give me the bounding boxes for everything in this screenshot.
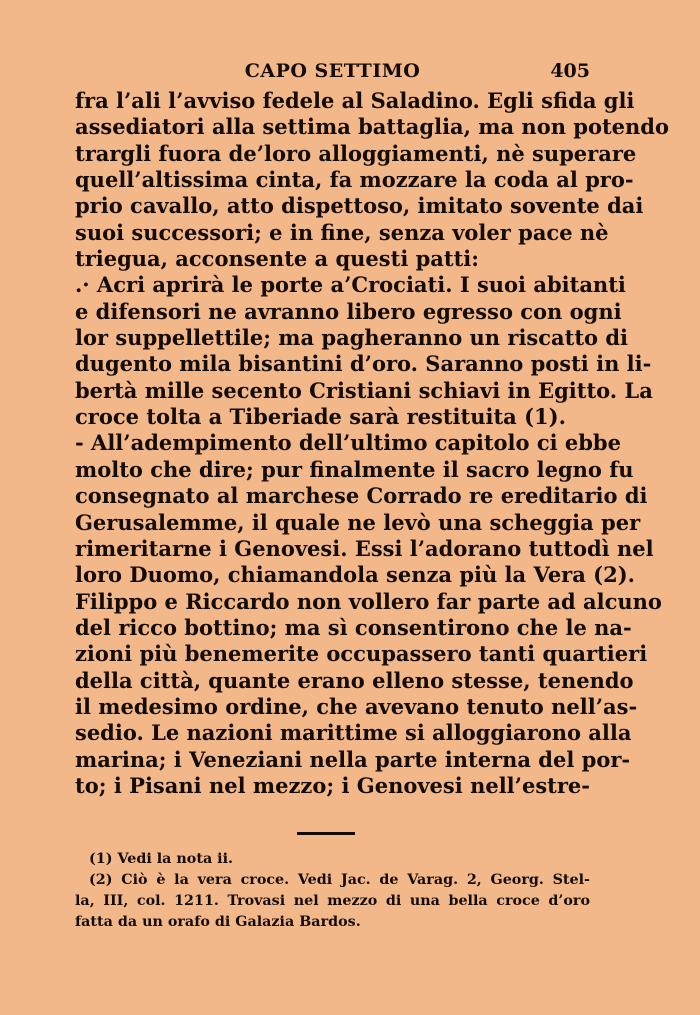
text-line: bertà mille secento Cristiani schiavi in Egitto. La [75, 377, 653, 403]
footnote-line: la, III, col. 1211. Trovasi nel mezzo di una bella croce d’oro [75, 893, 590, 909]
text-line: triegua, acconsente a questi patti: [75, 246, 480, 272]
text-line: il medesimo ordine, che avevano tenuto nell’as- [75, 693, 638, 719]
text-line: rimeritarne i Genovesi. Essi l’adorano tuttodì nel [75, 535, 654, 561]
text-line: Filippo e Riccardo non vollero far parte ad alcuno [75, 588, 662, 614]
text-line: croce tolta a Tiberiade sarà restituita (1). [75, 404, 566, 430]
text-line: suoi successori; e in fine, senza voler pace nè [75, 219, 609, 245]
footnotes [75, 849, 590, 933]
footnote-separator [297, 832, 355, 835]
text-line: della città, quante erano elleno stesse, tenendo [75, 667, 634, 693]
text-line: molto che dire; pur finalmente il sacro legno fu [75, 456, 634, 482]
text-line: del ricco bottino; ma sì consentirono che le na- [75, 614, 632, 640]
footnote-line: (1) Vedi la nota ii. [89, 851, 234, 867]
running-title: CAPO SETTIMO [244, 60, 421, 82]
text-line: assediatori alla settima battaglia, ma non potendo [75, 114, 669, 140]
text-line: - All’adempimento dell’ultimo capitolo ci ebbe [75, 430, 621, 456]
text-line: to; i Pisani nel mezzo; i Genovesi nell’estre- [75, 772, 590, 798]
page-header [75, 60, 590, 86]
footnote-line: (2) Ciò è la vera croce. Vedi Jac. de Varag. 2, Georg. Stel- [89, 872, 590, 888]
footnote-line: fatta da un orafo di Galazia Bardos. [75, 914, 361, 930]
text-line: prio cavallo, atto dispettoso, imitato sovente dai [75, 193, 644, 219]
text-line: zioni più benemerite occupassero tanti quartieri [75, 641, 648, 667]
text-line: trargli fuora de’loro alloggiamenti, nè superare [75, 140, 637, 166]
text-line: Gerusalemme, il quale ne levò una scheggia per [75, 509, 641, 535]
text-line: quell’altissima cinta, fa mozzare la coda al pro- [75, 167, 634, 193]
text-line: loro Duomo, chiamandola senza più la Vera (2). [75, 562, 635, 588]
text-line: .· Acri aprirà le porte a’Crociati. I suoi abitanti [75, 272, 626, 298]
text-line: consegnato al marchese Corrado re ereditario di [75, 483, 648, 509]
text-line: sedio. Le nazioni marittime si alloggiarono alla [75, 720, 632, 746]
text-line: marina; i Veneziani nella parte interna del por- [75, 746, 631, 772]
text-line: fra l’ali l’avviso fedele al Saladino. Egli sfida gli [75, 88, 635, 113]
page-number: 405 [550, 60, 590, 82]
text-line: dugento mila bisantini d’oro. Saranno posti in li- [75, 351, 652, 377]
text-line: lor suppellettile; ma pagheranno un riscatto di [75, 325, 629, 351]
text-line: e difensori ne avranno libero egresso con ogni [75, 298, 622, 324]
body-text [75, 88, 669, 799]
